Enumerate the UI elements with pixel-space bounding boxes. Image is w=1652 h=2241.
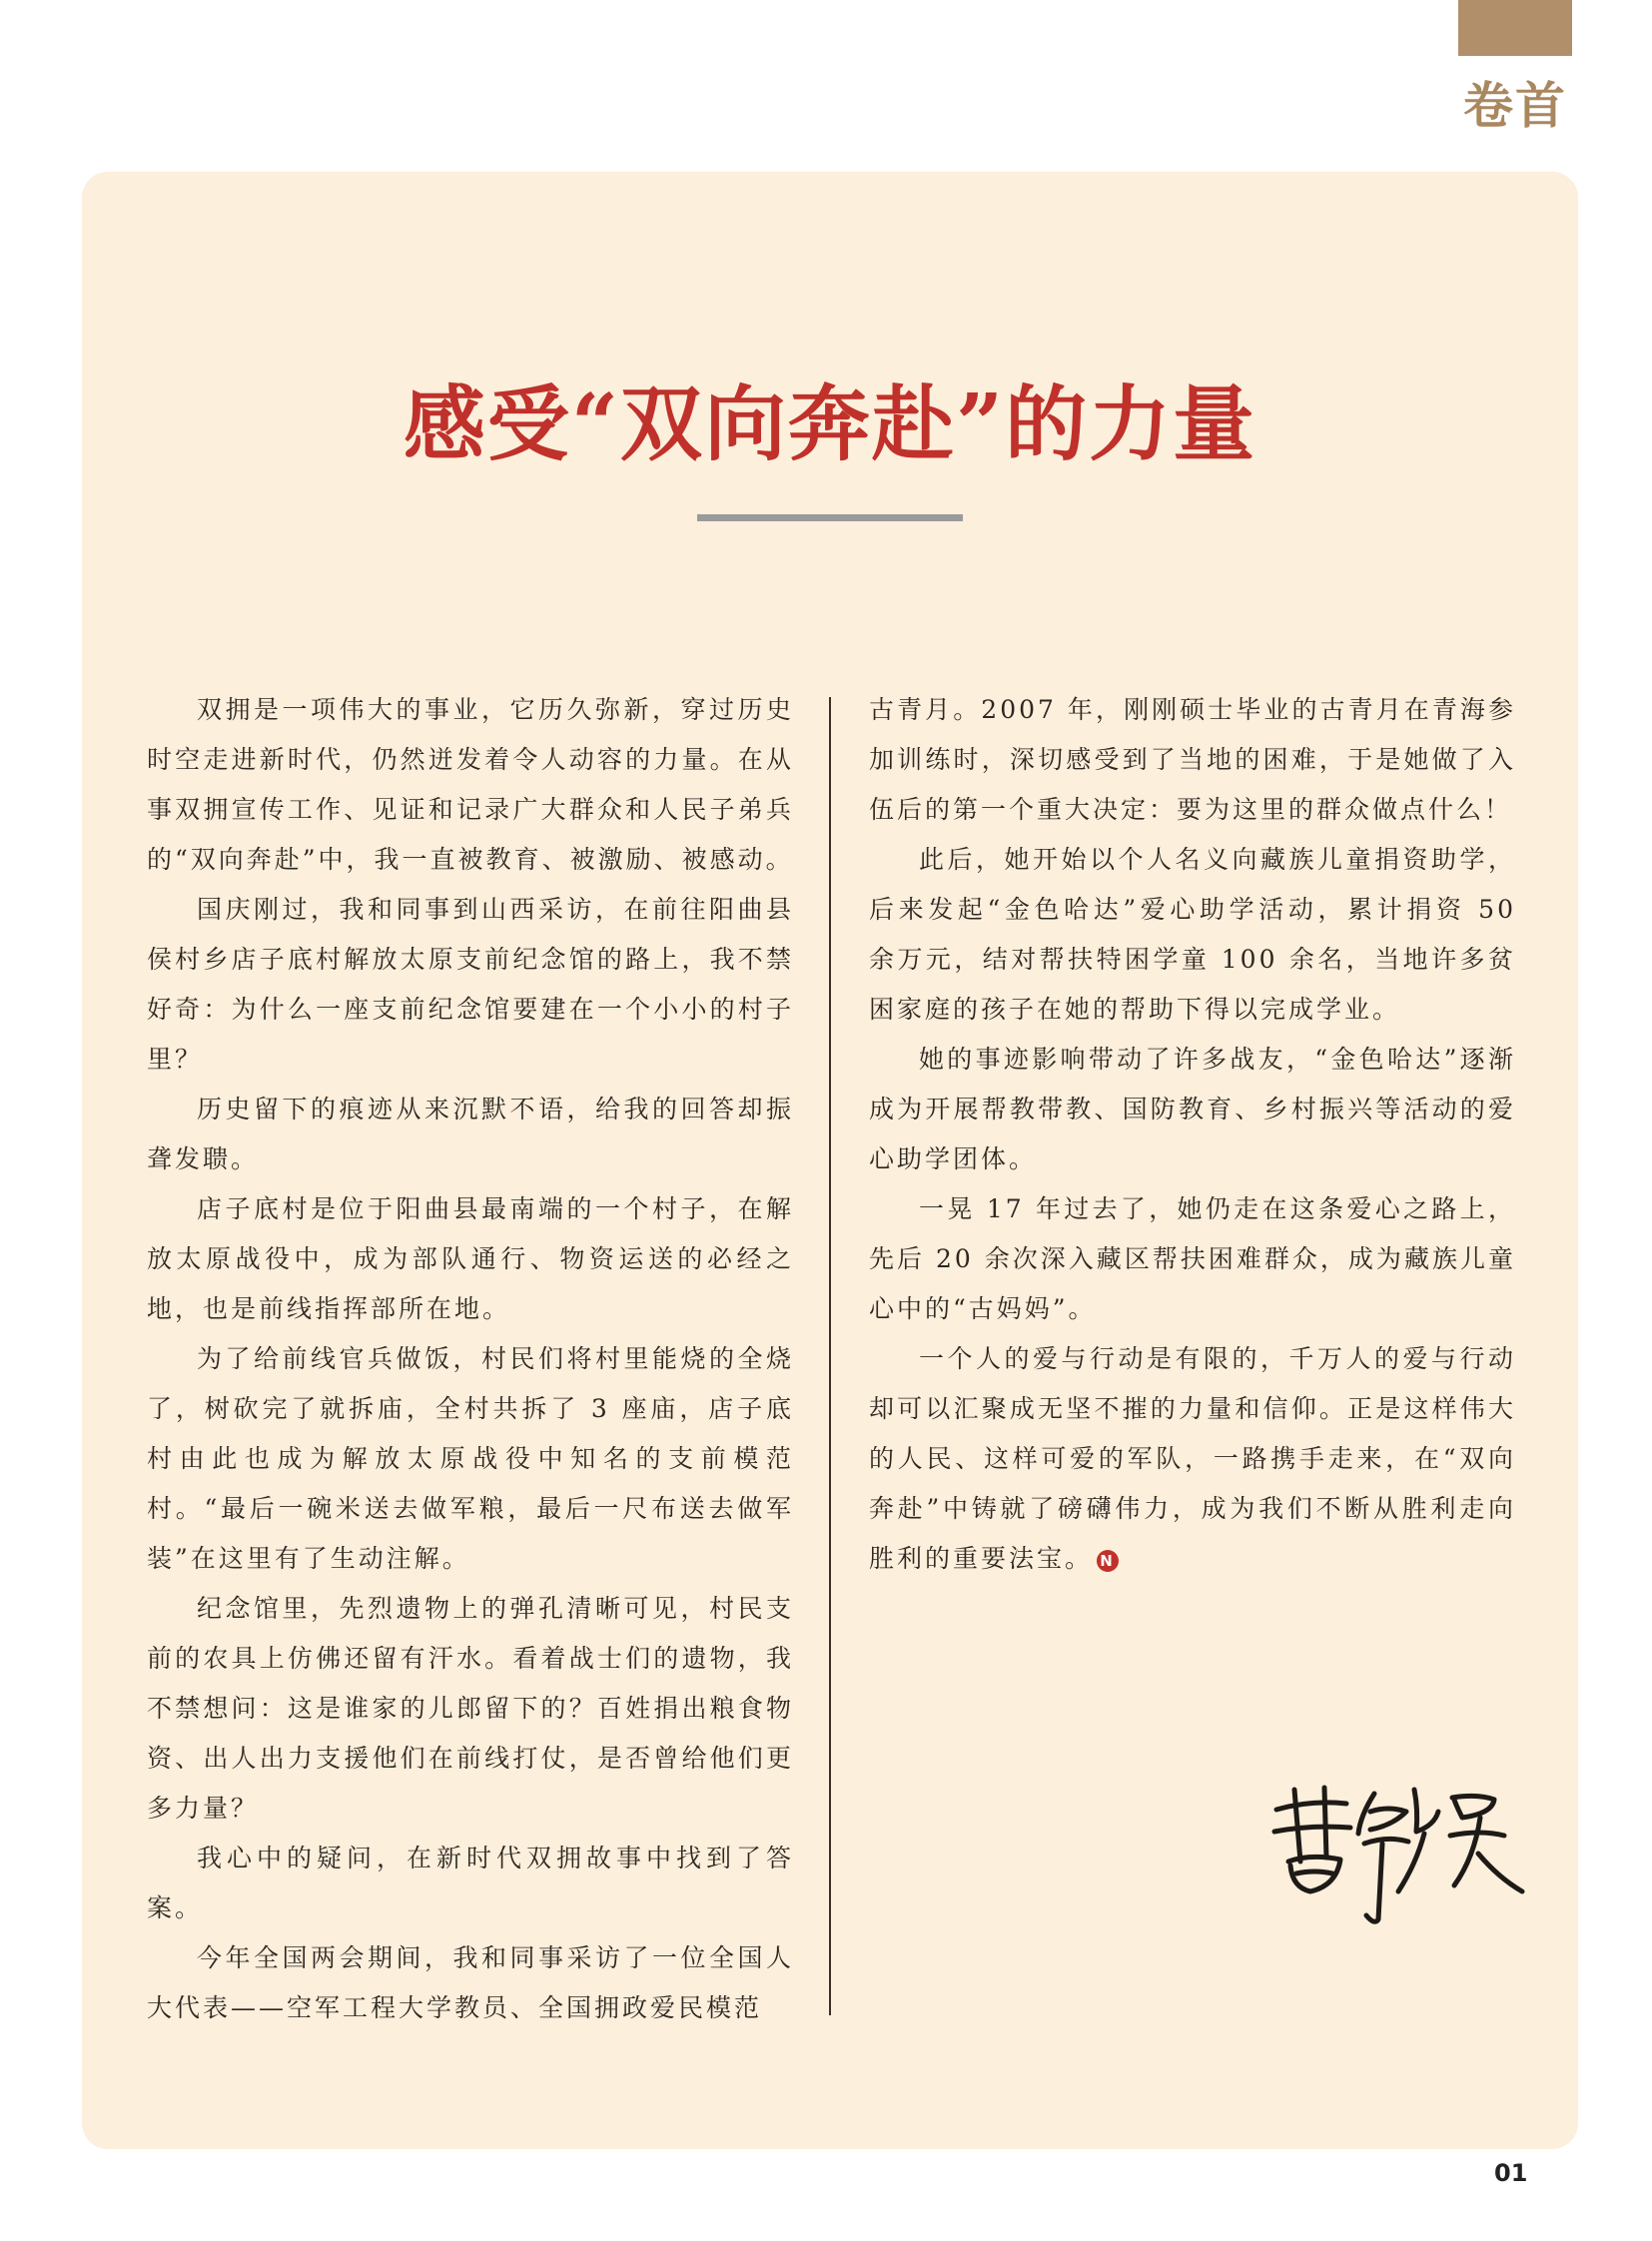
paragraph-continued: 古青月。2007 年，刚刚硕士毕业的古青月在青海参加训练时，深切感受到了当地的困难，于是她做了入伍后的第一个重大决定：要为这里的群众做点什么！ (869, 695, 1516, 824)
title-underline (697, 514, 963, 521)
paragraph: 为了给前线官兵做饭，村民们将村里能烧的全烧了，树砍完了就拆庙，全村共拆了 3 座庙，店子底村由此也成为解放太原战役中知名的支前模范村。“最后一碗米送去做军粮，最后一尺布送去做军装”在这里有了生动注解。 (147, 1344, 794, 1573)
paragraph: 今年全国两会期间，我和同事采访了一位全国人大代表——空军工程大学教员、全国拥政爱民模范 (147, 1943, 794, 2022)
end-mark-icon: N (1097, 1550, 1119, 1572)
header-tab-block (1458, 0, 1572, 56)
paragraph: 国庆刚过，我和同事到山西采访，在前往阳曲县侯村乡店子底村解放太原支前纪念馆的路上，我不禁好奇：为什么一座支前纪念馆要建在一个小小的村子里？ (147, 895, 794, 1074)
final-paragraph-text: 一个人的爱与行动是有限的，千万人的爱与行动却可以汇聚成无坚不摧的力量和信仰。正是这样伟大的人民、这样可爱的军队，一路携手走来，在“双向奔赴”中铸就了磅礴伟力，成为我们不断从胜利走向胜利的重要法宝。 (869, 1344, 1516, 1573)
author-signature (1266, 1770, 1526, 1929)
right-column (869, 685, 1516, 1584)
left-column (147, 685, 794, 2033)
paragraph: 一晃 17 年过去了，她仍走在这条爱心之路上，先后 20 余次深入藏区帮扶困难群众，成为藏族儿童心中的“古妈妈”。 (869, 1194, 1516, 1323)
paragraph: 此后，她开始以个人名义向藏族儿童捐资助学，后来发起“金色哈达”爱心助学活动，累计捐资 50 余万元，结对帮扶特困学童 100 余名，当地许多贫困家庭的孩子在她的帮助下得以完成学业。 (869, 845, 1516, 1024)
paragraph: 双拥是一项伟大的事业，它历久弥新，穿过历史时空走进新时代，仍然迸发着令人动容的力量。在从事双拥宣传工作、见证和记录广大群众和人民子弟兵的“双向奔赴”中，我一直被教育、被激励、被感动。 (147, 695, 794, 874)
section-label: 卷首 (1463, 77, 1567, 135)
paragraph: 纪念馆里，先烈遗物上的弹孔清晰可见，村民支前的农具上仿佛还留有汗水。看着战士们的遗物，我不禁想问：这是谁家的儿郎留下的？百姓捐出粮食物资、出人出力支援他们在前线打仗，是否曾给他们更多力量？ (147, 1594, 794, 1823)
paragraph: 历史留下的痕迹从来沉默不语，给我的回答却振聋发聩。 (147, 1095, 794, 1173)
paragraph: 店子底村是位于阳曲县最南端的一个村子，在解放太原战役中，成为部队通行、物资运送的必经之地，也是前线指挥部所在地。 (147, 1194, 794, 1323)
page-number: 01 (1494, 2159, 1528, 2187)
paragraph: 她的事迹影响带动了许多战友，“金色哈达”逐渐成为开展帮教带教、国防教育、乡村振兴等活动的爱心助学团体。 (869, 1045, 1516, 1173)
article-title: 感受“双向奔赴”的力量 (403, 376, 1257, 472)
paragraph: 我心中的疑问，在新时代双拥故事中找到了答案。 (147, 1844, 794, 1922)
column-divider (829, 697, 831, 2015)
final-paragraph (869, 1334, 1516, 1584)
